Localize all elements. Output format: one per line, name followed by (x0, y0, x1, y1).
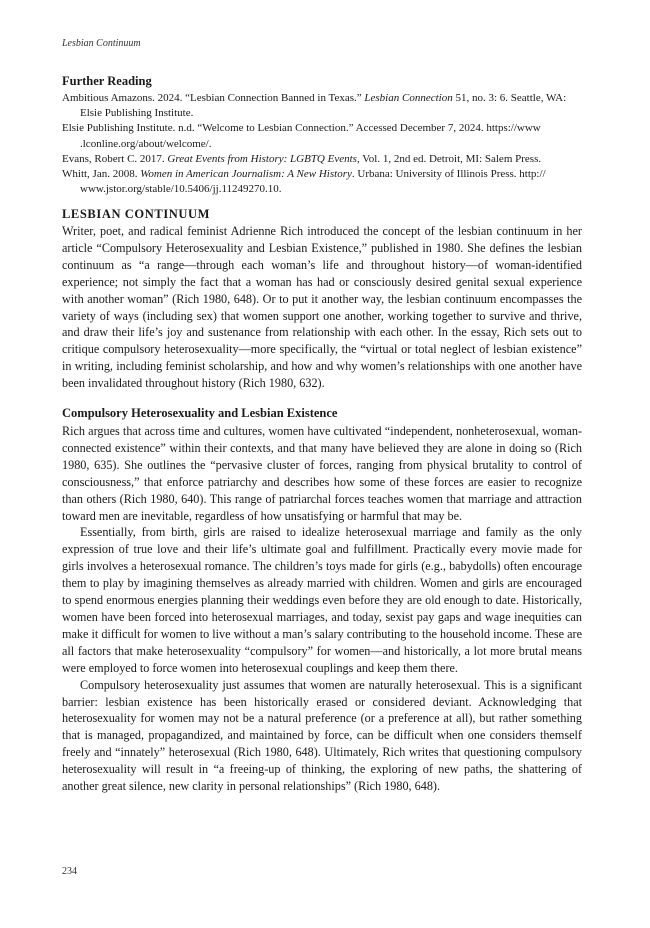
further-reading-heading: Further Reading (62, 74, 152, 88)
body-paragraph: Compulsory heterosexuality just assumes that women are naturally heterosexual. This is a significant barrier: lesbian existence has been historically erased or considered deviant. Acknowledging that heterosexuality for women may not be a natural preference (or a preference at all), but rather something that is managed, propagandized, and maintained by force, can be difficult when one considers themself freely and “innately” heterosexual (Rich 1980, 648). Ultimately, Rich writes that questioning compulsory heterosexuality will result in “a freeing-up of thinking, the exploring of new paths, the shattering of another great silence, new clarity in personal relationships” (Rich 1980, 648). (62, 677, 582, 794)
ref-text: Elsie Publishing Institute. n.d. “Welcome to Lesbian Connection.” Accessed December 7, 2024. https://www .lconline.org/about/welcome/. (62, 122, 541, 150)
ref-title: Lesbian Connection (364, 92, 453, 104)
reference-entry (62, 121, 582, 151)
section-heading: LESBIAN CONTINUUM (62, 207, 211, 221)
section-lesbian-continuum (62, 207, 582, 392)
ref-text: 51, no. 3: 6. Seattle, WA: Elsie Publishing Institute. (80, 92, 567, 120)
reference-entry (62, 167, 582, 197)
body-paragraph: Rich argues that across time and cultures, women have cultivated “independent, nonheterosexual, woman-connected existence” within their contexts, and that many have believed they are alone in doing so (Rich 1980, 635). She outlines the “pervasive cluster of forces, ranging from physical brutality to control of consciousness,” that enforce patriarchy and describes how some of these forces are easier to recognize than others (Rich 1980, 640). This range of patriarchal forces teaches women that marriage and attraction toward men are inevitable, regardless of how unsatisfying or harmful that may be. (62, 424, 582, 523)
running-head: Lesbian Continuum (62, 38, 141, 49)
further-reading (62, 74, 582, 197)
reference-entry (62, 152, 582, 167)
body-paragraph: Writer, poet, and radical feminist Adrienne Rich introduced the concept of the lesbian continuum in her article “Compulsory Heterosexuality and Lesbian Existence,” published in 1980. She defines the lesbian continuum as “a range—through each woman’s life and throughout history—of woman-identified experience; not simply the fact that a woman has had or consciously desired genital sexual experience with another woman” (Rich 1980, 648). Or to put it another way, the lesbian continuum encompasses the variety of ways (including sex) that women support one another, working together to survive and thrive, and draw their life’s joy and sustenance from relationship with each other. In the essay, Rich sets out to critique compulsory heterosexuality—more specifically, the “virtual or total neglect of lesbian existence” in writing, including feminist scholarship, and how and why women’s relationships with one another have been invalidated throughout history (Rich 1980, 632). (62, 224, 582, 391)
ref-text: . Urbana: University of Illinois Press. http:// www.jstor.org/stable/10.5406/jj.11249270.10. (80, 168, 546, 196)
ref-text: Evans, Robert C. 2017. (62, 152, 168, 165)
ref-text: Whitt, Jan. 2008. (62, 168, 141, 181)
subsection-compulsory-heterosexuality (62, 406, 582, 795)
reference-entry (62, 91, 582, 121)
body-paragraph: Essentially, from birth, girls are raised to idealize heterosexual marriage and family as the only expression of true love and their life’s ultimate goal and fulfillment. Practically every movie made for girls involves a heterosexual romance. The children’s toys made for girls (e.g., babydolls) often encourage them to play by imagining themselves as already married with children. Women and girls are encouraged to spend enormous energies planning their weddings even before they are old enough to date. Historically, women have been forced into heterosexual marriages, and today, sexist pay gaps and wage inequities can make it difficult for women to live without a man’s salary contributing to the household income. These are all factors that make heterosexuality “compulsory” for women—and historically, a lot more brutal means were employed to force women into heterosexual couplings and keep them there. (62, 525, 582, 675)
ref-title: Great Events from History: LGBTQ Events (167, 152, 357, 165)
page-number: 234 (62, 866, 77, 877)
ref-text: , Vol. 1, 2nd ed. Detroit, MI: Salem Press. (356, 152, 542, 165)
ref-title: Women in American Journalism: A New History (140, 168, 352, 181)
ref-text: Ambitious Amazons. 2024. “Lesbian Connection Banned in Texas.” (62, 92, 365, 104)
subsection-heading: Compulsory Heterosexuality and Lesbian Existence (62, 406, 338, 420)
